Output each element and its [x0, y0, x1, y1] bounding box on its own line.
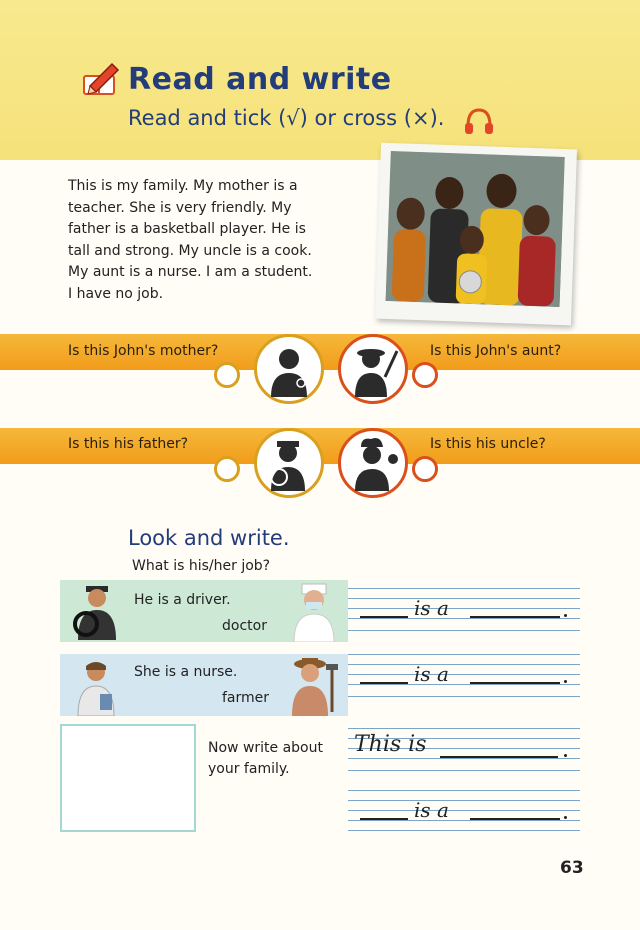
question-father: Is this his father?	[68, 436, 189, 452]
pencil-book-icon	[80, 60, 122, 98]
cook-silhouette-icon	[341, 431, 405, 495]
example-word-farmer: farmer	[222, 690, 270, 706]
passage-line: father is a basketball player. He is	[68, 221, 306, 237]
answer-blank[interactable]	[360, 818, 408, 820]
doctor-silhouette-icon	[257, 337, 321, 401]
example-sentence-nurse: She is a nurse.	[134, 664, 238, 680]
driver-silhouette-icon	[257, 431, 321, 495]
passage-line: teacher. She is very friendly. My	[68, 199, 292, 216]
answer-blank[interactable]	[470, 818, 560, 820]
silhouette-circle-cook	[338, 428, 408, 498]
driver-picture	[66, 582, 126, 640]
cursive-is-a: is a	[414, 798, 449, 822]
passage-line: tall and strong. My uncle is a cook.	[68, 242, 312, 259]
silhouette-circle-driver	[254, 428, 324, 498]
answer-blank[interactable]	[470, 682, 560, 684]
job-question: What is his/her job?	[132, 558, 271, 574]
family-drawing-box[interactable]	[60, 724, 196, 832]
family-photo-frame	[375, 143, 577, 326]
cursive-is-a: is a	[414, 662, 449, 686]
headphones-icon[interactable]	[462, 106, 496, 136]
passage-line: I have no job.	[68, 285, 164, 302]
look-write-title: Look and write.	[128, 526, 290, 550]
cursive-this-is: This is	[354, 732, 427, 757]
answer-blank[interactable]	[440, 756, 558, 758]
farmer-silhouette-icon	[341, 337, 405, 401]
instruction-subtitle: Read and tick (√) or cross (×).	[128, 106, 445, 130]
silhouette-circle-farmer	[338, 334, 408, 404]
example-sentence-driver: He is a driver.	[134, 592, 231, 608]
passage-line: This is my family. My mother is a	[68, 178, 298, 194]
page-number: 63	[560, 858, 584, 878]
example-word-doctor: doctor	[222, 618, 267, 634]
doctor-picture	[284, 582, 344, 642]
now-write-prompt: Now write about your family.	[208, 740, 323, 777]
writing-area	[348, 588, 580, 830]
answer-blank[interactable]	[360, 616, 408, 618]
answer-blank[interactable]	[360, 682, 408, 684]
passage-line: My aunt is a nurse. I am a student.	[68, 264, 313, 280]
question-aunt: Is this John's aunt?	[430, 343, 562, 359]
farmer-picture	[280, 654, 344, 716]
nurse-picture	[66, 656, 126, 716]
answer-blank[interactable]	[470, 616, 560, 618]
cursive-is-a: is a	[414, 596, 449, 620]
silhouette-circle-doctor	[254, 334, 324, 404]
answer-ring-father[interactable]	[214, 456, 240, 482]
answer-ring-uncle[interactable]	[412, 456, 438, 482]
reading-passage	[68, 176, 358, 305]
question-mother: Is this John's mother?	[68, 343, 219, 359]
family-photo	[386, 151, 565, 307]
answer-ring-aunt[interactable]	[412, 362, 438, 388]
question-uncle: Is this his uncle?	[430, 436, 546, 452]
section-title: Read and write	[128, 62, 392, 97]
answer-ring-mother[interactable]	[214, 362, 240, 388]
